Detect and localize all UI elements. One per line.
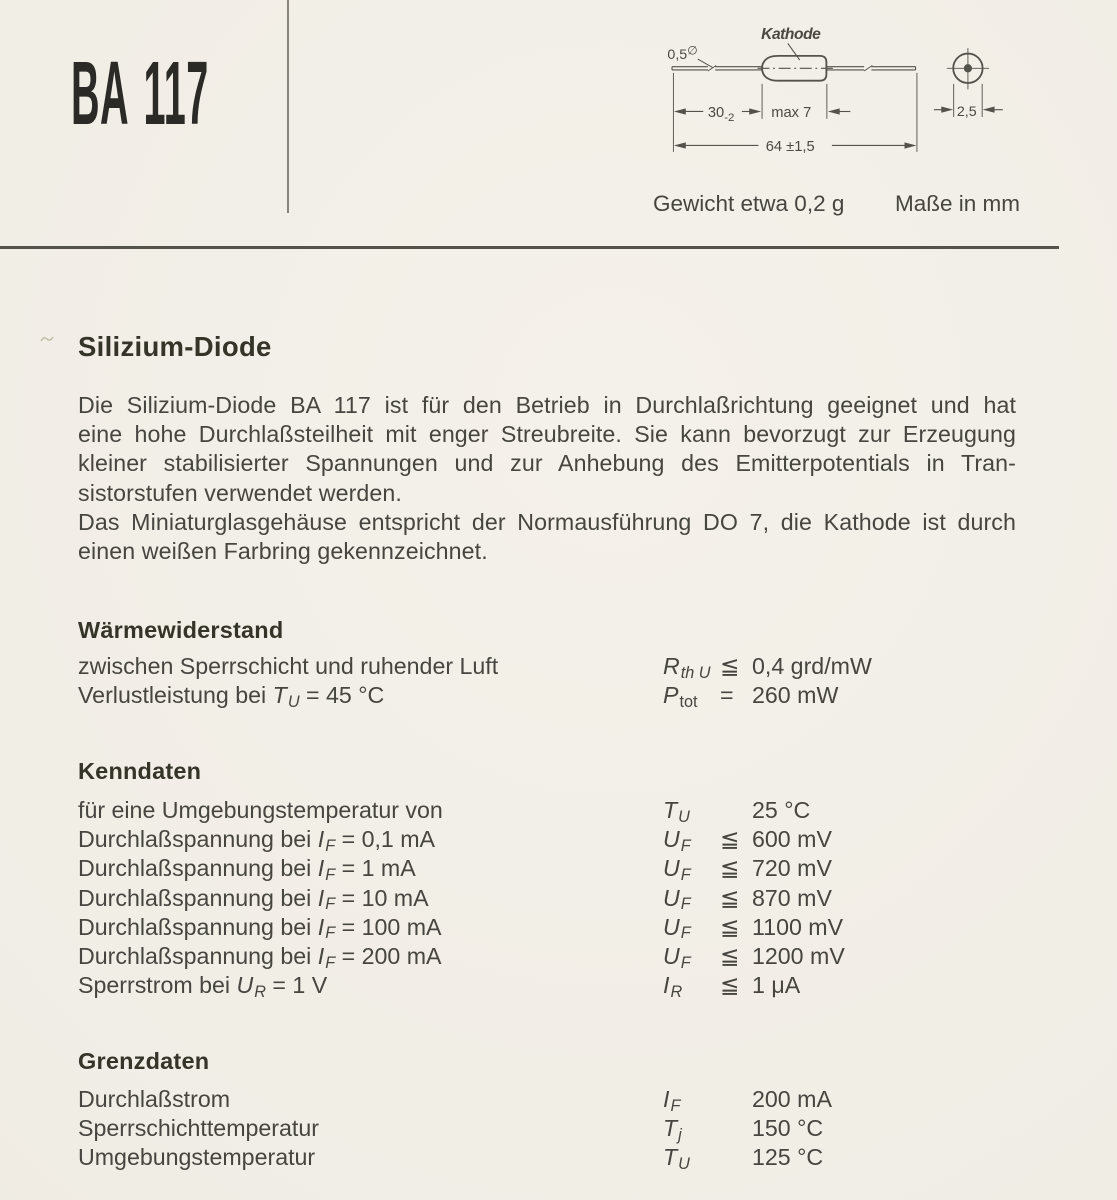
end-view bbox=[934, 48, 1003, 120]
spec-symbol: $U_F$ bbox=[663, 913, 691, 943]
spec-relation: ≦ bbox=[720, 855, 740, 882]
weight-note: Gewicht etwa 0,2 g bbox=[653, 191, 845, 216]
spec-symbol: $U_F$ bbox=[663, 826, 691, 855]
spec-symbol: $T_j$ bbox=[663, 1115, 682, 1144]
spec-relation: ≦ bbox=[720, 653, 740, 679]
spec-label: Durchlaßspannung bei $I_F = 100$ mA bbox=[78, 913, 442, 943]
lead-left bbox=[672, 66, 762, 72]
spec-row bbox=[78, 972, 1058, 1001]
spec-value: 1 μA bbox=[752, 972, 801, 999]
spec-symbol: $T_U$ bbox=[663, 1144, 690, 1173]
spec-row bbox=[78, 653, 1058, 682]
lead-right bbox=[826, 66, 915, 72]
spec-symbol: $U_F$ bbox=[663, 884, 691, 914]
scan-artifact bbox=[40, 334, 54, 344]
spec-value: 1100 mV bbox=[752, 913, 844, 940]
intro-line: Die Silizium-Diode BA 117 ist für den Betrieb in Durchlaßrichtung geeignet und hat bbox=[78, 392, 1016, 418]
spec-table-grenzdaten bbox=[78, 1086, 1058, 1174]
dimension-body-length bbox=[771, 105, 850, 121]
spec-value: 200 mA bbox=[752, 1086, 832, 1112]
spec-value: 600 mV bbox=[752, 826, 832, 853]
spec-value: 260 mW bbox=[752, 682, 839, 709]
spec-label: Sperrstrom bei $U_R = 1$ V bbox=[78, 972, 328, 1001]
lead-diameter-label: 0,5∅ bbox=[667, 43, 698, 64]
package-outline-drawing bbox=[630, 15, 1100, 185]
spec-symbol: $U_F$ bbox=[663, 942, 691, 972]
spec-value: 0,4 grd/mW bbox=[752, 653, 872, 679]
spec-value: 870 mV bbox=[752, 884, 832, 911]
units-note: Maße in mm bbox=[895, 191, 1021, 216]
spec-label: Umgebungstemperatur bbox=[78, 1144, 316, 1171]
dimension-lead-length-text: $30_{-2}$ bbox=[707, 104, 735, 125]
spec-symbol: $U_F$ bbox=[663, 855, 691, 884]
intro-line: eine hohe Durchlaßsteilheit mit enger Streubreite. Sie kann bevorzugt zur Erzeugung bbox=[78, 421, 1016, 448]
spec-relation: ≦ bbox=[720, 884, 740, 911]
spec-label: Durchlaßstrom bbox=[78, 1086, 231, 1112]
spec-relation: = bbox=[720, 682, 734, 709]
spec-label: zwischen Sperrschicht und ruhender Luft bbox=[78, 653, 499, 679]
spec-label: Sperrschichttemperatur bbox=[78, 1115, 319, 1142]
spec-table-kenndaten bbox=[78, 797, 1058, 1001]
dimension-end-view-text: 2,5 bbox=[956, 104, 977, 121]
intro-line: einen weißen Farbring gekennzeichnet. bbox=[78, 537, 488, 564]
spec-relation: ≦ bbox=[720, 826, 740, 853]
product-code: BA 117 bbox=[71, 44, 209, 144]
spec-label: Durchlaßspannung bei $I_F = 200$ mA bbox=[78, 942, 442, 972]
spec-row bbox=[78, 943, 1058, 972]
spec-symbol: $P_{tot}$ bbox=[663, 682, 698, 711]
spec-relation: ≦ bbox=[720, 913, 740, 940]
spec-symbol: $R_{th U}$ bbox=[663, 653, 711, 682]
section-heading-waermewiderstand: Wärmewiderstand bbox=[78, 617, 284, 643]
page-title: Silizium-Diode bbox=[78, 331, 272, 362]
spec-row bbox=[78, 826, 1058, 855]
spec-row bbox=[78, 797, 1058, 826]
section-heading-kenndaten: Kenndaten bbox=[78, 758, 202, 784]
spec-row bbox=[78, 1115, 1058, 1144]
spec-symbol: $I_F$ bbox=[663, 1086, 681, 1115]
kathode-label: Kathode bbox=[761, 25, 821, 43]
spec-symbol: $T_U$ bbox=[663, 797, 690, 826]
spec-label: Durchlaßspannung bei $I_F = 1$ mA bbox=[78, 855, 416, 884]
spec-label: Durchlaßspannung bei $I_F = 10$ mA bbox=[78, 884, 429, 914]
spec-label: für eine Umgebungstemperatur von bbox=[78, 797, 443, 823]
intro-line: Das Miniaturglasgehäuse entspricht der Normausführung DO 7, die Kathode ist durch bbox=[78, 508, 1016, 535]
dimension-overall-length bbox=[674, 139, 917, 155]
spec-row bbox=[78, 914, 1058, 943]
spec-relation: ≦ bbox=[720, 972, 740, 999]
kathode-pointer-line bbox=[788, 43, 800, 60]
spec-row bbox=[78, 682, 1058, 711]
intro-line: sistorstufen verwendet werden. bbox=[78, 479, 402, 506]
dimension-lead-length bbox=[674, 105, 761, 124]
spec-value: 125 °C bbox=[752, 1144, 824, 1171]
spec-row bbox=[78, 1144, 1058, 1173]
spec-symbol: $I_R$ bbox=[663, 972, 683, 1001]
spec-value: 150 °C bbox=[752, 1115, 824, 1142]
spec-label: Durchlaßspannung bei $I_F = 0,1$ mA bbox=[78, 826, 436, 855]
end-view-center-dot bbox=[964, 64, 972, 72]
spec-value: 1200 mV bbox=[752, 942, 845, 969]
spec-row bbox=[78, 855, 1058, 884]
horizontal-rule bbox=[0, 246, 1059, 249]
dimension-overall-length-text: 64 ±1,5 bbox=[765, 139, 815, 155]
spec-table-waermewiderstand bbox=[78, 653, 1058, 711]
spec-relation: ≦ bbox=[720, 942, 740, 969]
spec-value: 25 °C bbox=[752, 797, 811, 823]
spec-row bbox=[78, 1086, 1058, 1115]
intro-paragraphs bbox=[78, 391, 1016, 566]
section-heading-grenzdaten: Grenzdaten bbox=[78, 1048, 210, 1074]
spec-label: Verlustleistung bei $T_U = 45$ °C bbox=[78, 682, 385, 711]
vertical-divider bbox=[287, 0, 289, 213]
dimension-body-length-text: max 7 bbox=[771, 104, 812, 121]
spec-value: 720 mV bbox=[752, 855, 832, 882]
spec-row bbox=[78, 885, 1058, 914]
intro-line: kleiner stabilisierter Spannungen und zur Anhebung des Emitterpotentials in Tran- bbox=[78, 450, 1016, 477]
